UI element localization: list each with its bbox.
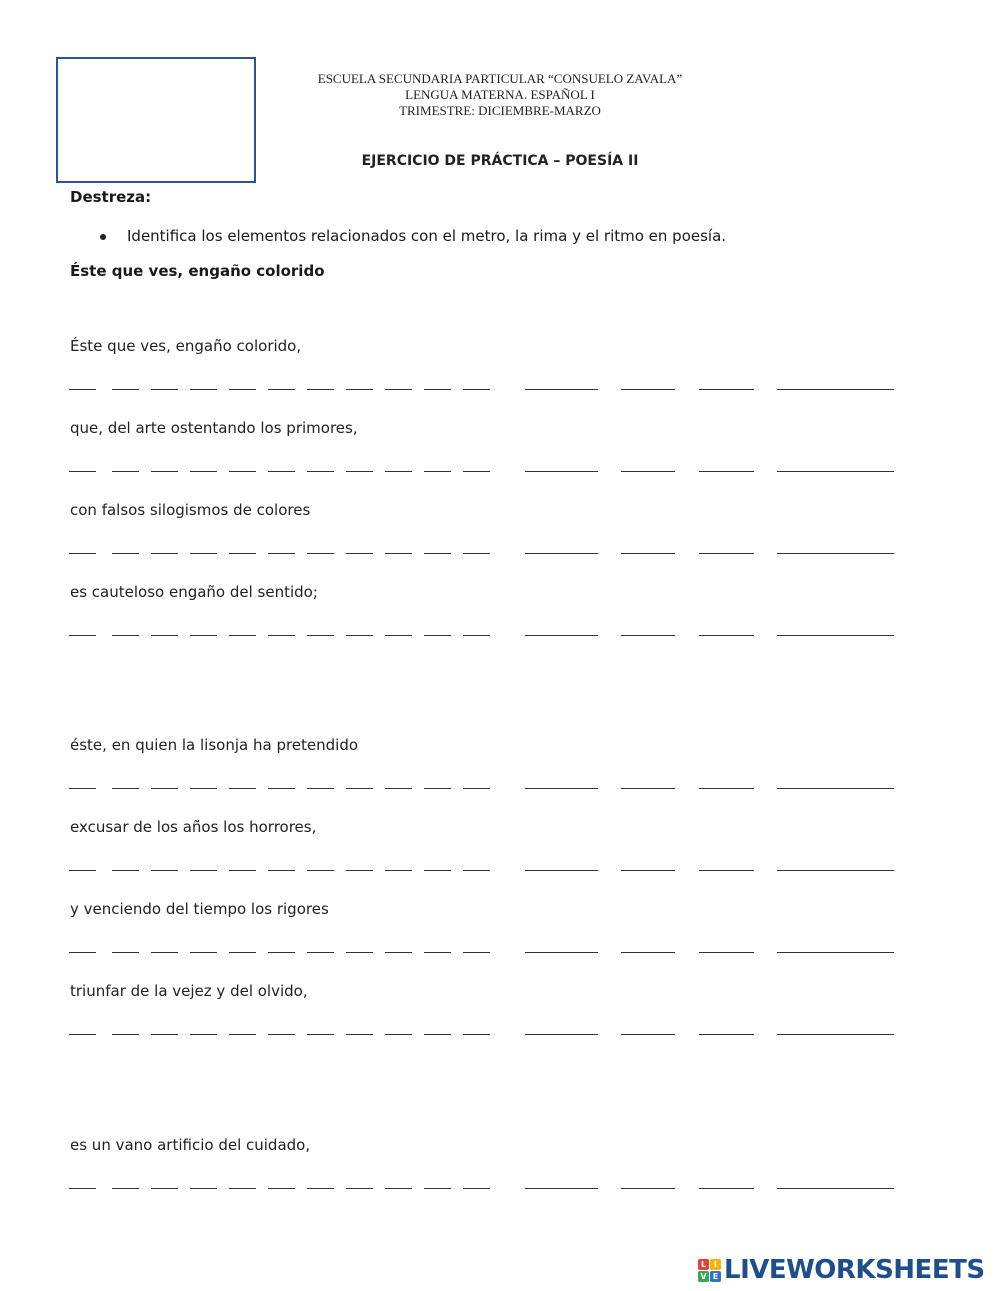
- syllable-blank[interactable]: [463, 553, 490, 554]
- brand-icon-square: V: [698, 1271, 709, 1282]
- syllable-blank[interactable]: [424, 1188, 451, 1189]
- syllable-blank[interactable]: [112, 471, 139, 472]
- syllable-count-blank[interactable]: [525, 870, 598, 871]
- verse-line: es un vano artificio del cuidado,: [70, 1136, 311, 1154]
- rhyme-type-blank[interactable]: [621, 635, 675, 636]
- brand-icon-square: I: [710, 1259, 721, 1270]
- verse-line: que, del arte ostentando los primores,: [70, 419, 358, 437]
- syllable-count-blank[interactable]: [525, 471, 598, 472]
- verse-line: excusar de los años los horrores,: [70, 818, 317, 836]
- verse-type-blank[interactable]: [777, 1188, 894, 1189]
- exercise-title: EJERCICIO DE PRÁCTICA – POESÍA II: [361, 153, 639, 169]
- syllable-blank[interactable]: [424, 952, 451, 953]
- syllable-blank[interactable]: [307, 788, 334, 789]
- syllable-blank[interactable]: [424, 870, 451, 871]
- rhyme-pattern-blank[interactable]: [699, 952, 754, 953]
- syllable-blank[interactable]: [190, 635, 217, 636]
- syllable-blank[interactable]: [385, 1034, 412, 1035]
- syllable-blank[interactable]: [151, 952, 178, 953]
- rhyme-pattern-blank[interactable]: [699, 471, 754, 472]
- syllable-blank[interactable]: [151, 389, 178, 390]
- verse-type-blank[interactable]: [777, 788, 894, 789]
- verse-line: Éste que ves, engaño colorido,: [70, 337, 302, 355]
- syllable-blank[interactable]: [346, 952, 373, 953]
- syllable-blank[interactable]: [151, 635, 178, 636]
- syllable-blank[interactable]: [151, 1034, 178, 1035]
- syllable-blank[interactable]: [307, 952, 334, 953]
- verse-line: con falsos silogismos de colores: [70, 501, 311, 519]
- verse-type-blank[interactable]: [777, 1034, 894, 1035]
- syllable-blank[interactable]: [346, 471, 373, 472]
- syllable-blank[interactable]: [346, 1188, 373, 1189]
- syllable-blank[interactable]: [385, 1188, 412, 1189]
- syllable-count-blank[interactable]: [525, 553, 598, 554]
- syllable-blank[interactable]: [346, 635, 373, 636]
- syllable-blank[interactable]: [424, 788, 451, 789]
- syllable-blank[interactable]: [307, 389, 334, 390]
- syllable-blank[interactable]: [463, 471, 490, 472]
- answer-row: [69, 471, 899, 475]
- syllable-blank[interactable]: [346, 1034, 373, 1035]
- brand-icon-square: L: [698, 1259, 709, 1270]
- syllable-blank[interactable]: [268, 553, 295, 554]
- verse-type-blank[interactable]: [777, 870, 894, 871]
- syllable-blank[interactable]: [463, 1188, 490, 1189]
- syllable-blank[interactable]: [69, 553, 96, 554]
- syllable-blank[interactable]: [229, 389, 256, 390]
- syllable-blank[interactable]: [307, 1188, 334, 1189]
- syllable-blank[interactable]: [268, 952, 295, 953]
- rhyme-pattern-blank[interactable]: [699, 553, 754, 554]
- rhyme-pattern-blank[interactable]: [699, 1034, 754, 1035]
- answer-row: [69, 870, 899, 874]
- answer-row: [69, 788, 899, 792]
- syllable-blank[interactable]: [424, 1034, 451, 1035]
- syllable-blank[interactable]: [69, 389, 96, 390]
- syllable-count-blank[interactable]: [525, 635, 598, 636]
- syllable-blank[interactable]: [190, 870, 217, 871]
- syllable-blank[interactable]: [424, 635, 451, 636]
- rhyme-pattern-blank[interactable]: [699, 870, 754, 871]
- syllable-blank[interactable]: [112, 788, 139, 789]
- syllable-blank[interactable]: [463, 952, 490, 953]
- syllable-blank[interactable]: [346, 788, 373, 789]
- syllable-blank[interactable]: [69, 788, 96, 789]
- bullet-icon: [100, 234, 106, 240]
- syllable-count-blank[interactable]: [525, 1034, 598, 1035]
- verse-type-blank[interactable]: [777, 553, 894, 554]
- syllable-blank[interactable]: [463, 389, 490, 390]
- syllable-blank[interactable]: [307, 870, 334, 871]
- syllable-blank[interactable]: [112, 389, 139, 390]
- liveworksheets-icon: [698, 1259, 721, 1282]
- rhyme-type-blank[interactable]: [621, 788, 675, 789]
- syllable-blank[interactable]: [463, 788, 490, 789]
- syllable-blank[interactable]: [190, 471, 217, 472]
- syllable-blank[interactable]: [112, 952, 139, 953]
- syllable-blank[interactable]: [307, 1034, 334, 1035]
- syllable-blank[interactable]: [424, 471, 451, 472]
- syllable-blank[interactable]: [385, 471, 412, 472]
- syllable-blank[interactable]: [463, 1034, 490, 1035]
- syllable-blank[interactable]: [346, 870, 373, 871]
- syllable-blank[interactable]: [229, 635, 256, 636]
- syllable-count-blank[interactable]: [525, 952, 598, 953]
- rhyme-pattern-blank[interactable]: [699, 788, 754, 789]
- syllable-blank[interactable]: [268, 635, 295, 636]
- syllable-blank[interactable]: [385, 553, 412, 554]
- syllable-blank[interactable]: [346, 389, 373, 390]
- brand-icon-square: E: [710, 1271, 721, 1282]
- skill-label: Destreza:: [70, 188, 152, 206]
- syllable-blank[interactable]: [229, 553, 256, 554]
- syllable-blank[interactable]: [463, 870, 490, 871]
- syllable-blank[interactable]: [424, 553, 451, 554]
- rhyme-type-blank[interactable]: [621, 1034, 675, 1035]
- rhyme-pattern-blank[interactable]: [699, 389, 754, 390]
- rhyme-type-blank[interactable]: [621, 952, 675, 953]
- syllable-blank[interactable]: [385, 952, 412, 953]
- answer-row: [69, 1188, 899, 1192]
- syllable-blank[interactable]: [112, 635, 139, 636]
- syllable-blank[interactable]: [268, 1034, 295, 1035]
- logo-placeholder-box: [56, 57, 256, 183]
- syllable-blank[interactable]: [307, 471, 334, 472]
- answer-row: [69, 1034, 899, 1038]
- subject-line: LENGUA MATERNA. ESPAÑOL I: [405, 87, 595, 102]
- rhyme-pattern-blank[interactable]: [699, 635, 754, 636]
- syllable-count-blank[interactable]: [525, 389, 598, 390]
- syllable-blank[interactable]: [69, 870, 96, 871]
- syllable-blank[interactable]: [151, 553, 178, 554]
- syllable-blank[interactable]: [112, 1188, 139, 1189]
- rhyme-type-blank[interactable]: [621, 870, 675, 871]
- answer-row: [69, 553, 899, 557]
- verse-line: éste, en quien la lisonja ha pretendido: [70, 736, 359, 754]
- skill-bullet-text: Identifica los elementos relacionados con el metro, la rima y el ritmo en poesía.: [127, 227, 727, 245]
- rhyme-type-blank[interactable]: [621, 389, 675, 390]
- syllable-blank[interactable]: [151, 471, 178, 472]
- syllable-blank[interactable]: [385, 389, 412, 390]
- syllable-blank[interactable]: [385, 788, 412, 789]
- verse-type-blank[interactable]: [777, 389, 894, 390]
- syllable-blank[interactable]: [69, 1034, 96, 1035]
- brand-name: LIVEWORKSHEETS: [724, 1255, 985, 1285]
- poem-title: Éste que ves, engaño colorido: [70, 262, 325, 280]
- syllable-blank[interactable]: [151, 870, 178, 871]
- rhyme-type-blank[interactable]: [621, 1188, 675, 1189]
- syllable-blank[interactable]: [190, 788, 217, 789]
- syllable-blank[interactable]: [307, 553, 334, 554]
- syllable-blank[interactable]: [463, 635, 490, 636]
- answer-row: [69, 635, 899, 639]
- syllable-blank[interactable]: [346, 553, 373, 554]
- verse-line: triunfar de la vejez y del olvido,: [70, 982, 308, 1000]
- syllable-blank[interactable]: [229, 471, 256, 472]
- rhyme-pattern-blank[interactable]: [699, 1188, 754, 1189]
- syllable-blank[interactable]: [268, 1188, 295, 1189]
- syllable-blank[interactable]: [69, 1188, 96, 1189]
- syllable-count-blank[interactable]: [525, 1188, 598, 1189]
- syllable-blank[interactable]: [229, 952, 256, 953]
- syllable-blank[interactable]: [112, 553, 139, 554]
- syllable-blank[interactable]: [229, 1034, 256, 1035]
- answer-row: [69, 952, 899, 956]
- liveworksheets-logo: [698, 1255, 985, 1285]
- syllable-blank[interactable]: [268, 471, 295, 472]
- syllable-blank[interactable]: [268, 389, 295, 390]
- school-name: ESCUELA SECUNDARIA PARTICULAR “CONSUELO ZAVALA”: [317, 71, 683, 86]
- syllable-blank[interactable]: [307, 635, 334, 636]
- syllable-blank[interactable]: [229, 1188, 256, 1189]
- syllable-count-blank[interactable]: [525, 788, 598, 789]
- syllable-blank[interactable]: [385, 870, 412, 871]
- syllable-blank[interactable]: [112, 870, 139, 871]
- verse-line: y venciendo del tiempo los rigores: [70, 900, 329, 918]
- syllable-blank[interactable]: [424, 389, 451, 390]
- syllable-blank[interactable]: [151, 788, 178, 789]
- syllable-blank[interactable]: [69, 635, 96, 636]
- syllable-blank[interactable]: [229, 788, 256, 789]
- syllable-blank[interactable]: [229, 870, 256, 871]
- term-line: TRIMESTRE: DICIEMBRE-MARZO: [399, 103, 601, 118]
- syllable-blank[interactable]: [190, 1034, 217, 1035]
- rhyme-type-blank[interactable]: [621, 471, 675, 472]
- verse-type-blank[interactable]: [777, 471, 894, 472]
- syllable-blank[interactable]: [69, 952, 96, 953]
- syllable-blank[interactable]: [385, 635, 412, 636]
- rhyme-type-blank[interactable]: [621, 553, 675, 554]
- syllable-blank[interactable]: [112, 1034, 139, 1035]
- syllable-blank[interactable]: [190, 553, 217, 554]
- syllable-blank[interactable]: [268, 870, 295, 871]
- syllable-blank[interactable]: [190, 1188, 217, 1189]
- syllable-blank[interactable]: [151, 1188, 178, 1189]
- verse-type-blank[interactable]: [777, 635, 894, 636]
- syllable-blank[interactable]: [190, 952, 217, 953]
- verse-type-blank[interactable]: [777, 952, 894, 953]
- syllable-blank[interactable]: [69, 471, 96, 472]
- syllable-blank[interactable]: [268, 788, 295, 789]
- answer-row: [69, 389, 899, 393]
- syllable-blank[interactable]: [190, 389, 217, 390]
- verse-line: es cauteloso engaño del sentido;: [70, 583, 318, 601]
